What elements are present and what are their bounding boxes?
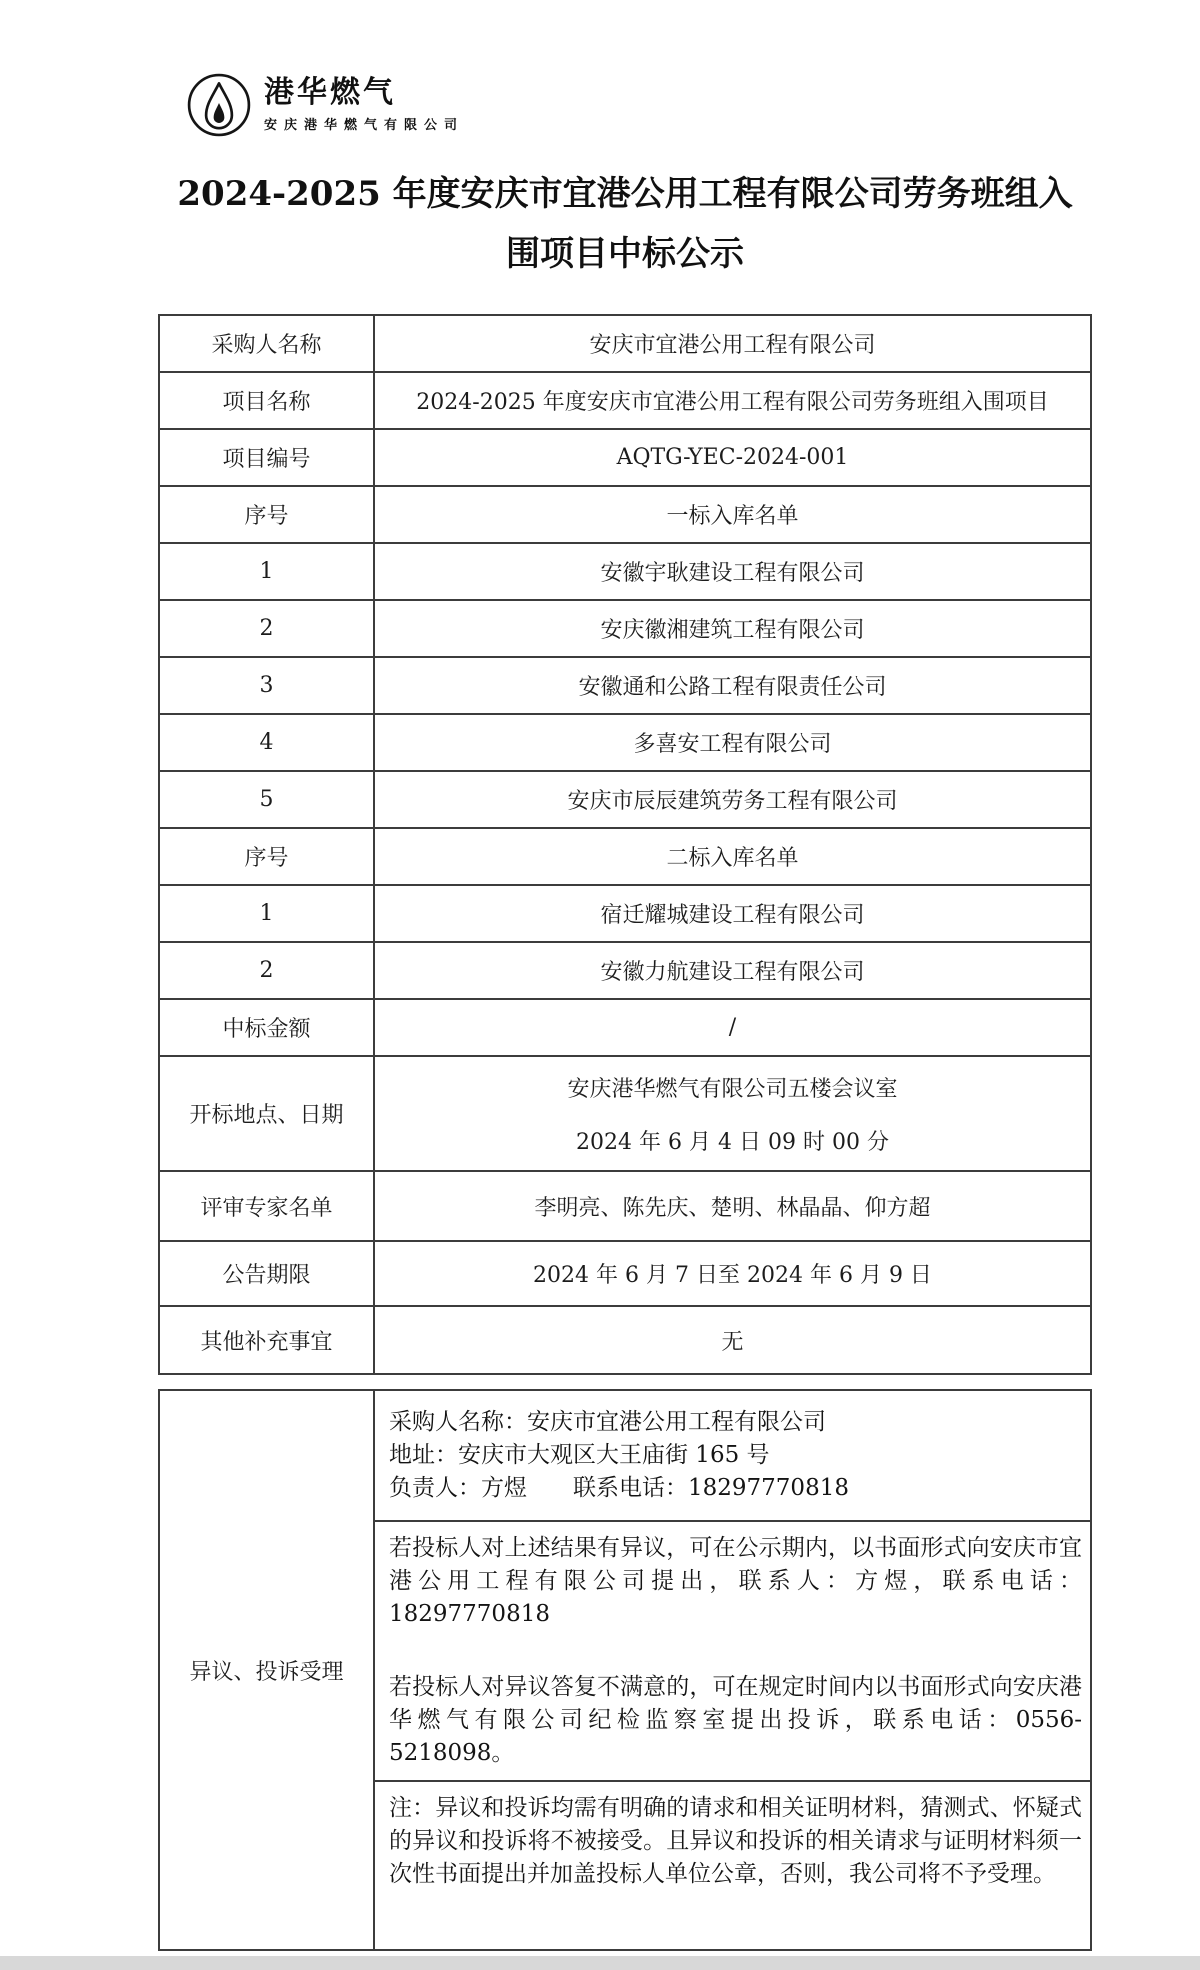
- open-bid-place: 安庆港华燃气有限公司五楼会议室: [567, 1076, 898, 1102]
- row-label: 序号: [159, 828, 374, 885]
- row-value: 安庆市宜港公用工程有限公司: [374, 315, 1091, 372]
- table-row: [159, 657, 1091, 714]
- row-label: 评审专家名单: [159, 1171, 374, 1241]
- row-value: 一标入库名单: [374, 486, 1091, 543]
- row-label: 2: [159, 600, 374, 657]
- row-value: AQTG-YEC-2024-001: [374, 429, 1091, 486]
- row-value: 安徽力航建设工程有限公司: [374, 942, 1091, 999]
- flame-in-circle-icon: [186, 72, 252, 138]
- row-value: [374, 1056, 1091, 1171]
- table-row: [159, 771, 1091, 828]
- row-value: 安徽通和公路工程有限责任公司: [374, 657, 1091, 714]
- document-page: [158, 0, 1092, 1951]
- table-row: [159, 486, 1091, 543]
- row-label: 项目名称: [159, 372, 374, 429]
- row-value: 安庆徽湘建筑工程有限公司: [374, 600, 1091, 657]
- row-label: 5: [159, 771, 374, 828]
- brand-subtitle: 安庆港华燃气有限公司: [264, 118, 465, 133]
- row-label: 公告期限: [159, 1241, 374, 1306]
- open-bid-datetime: 2024 年 6 月 4 日 09 时 00 分: [576, 1129, 889, 1155]
- note-paragraph: 注：异议和投诉均需有明确的请求和相关证明材料，猜测式、怀疑式的异议和投诉将不被接受。且异议和投诉的相关请求与证明材料须一次性书面提出并加盖投标人单位公章，否则，我公司将不予受理。: [374, 1781, 1091, 1950]
- page-title-line2: 围项目中标公示: [506, 234, 744, 274]
- row-value: 安庆市辰辰建筑劳务工程有限公司: [374, 771, 1091, 828]
- row-label: 开标地点、日期: [159, 1056, 374, 1171]
- page-title: [158, 164, 1092, 284]
- row-value: 2024-2025 年度安庆市宜港公用工程有限公司劳务班组入围项目: [374, 372, 1091, 429]
- row-label: 其他补充事宜: [159, 1306, 374, 1374]
- row-value: 宿迁耀城建设工程有限公司: [374, 885, 1091, 942]
- row-label: 3: [159, 657, 374, 714]
- row-label: 采购人名称: [159, 315, 374, 372]
- company-logo: [186, 72, 1092, 138]
- objection-section: [158, 1389, 1092, 1951]
- contact-purchaser-line: 采购人名称：安庆市宜港公用工程有限公司: [389, 1409, 826, 1435]
- page-bottom-strip: [0, 1956, 1200, 1970]
- table-row: [159, 1171, 1091, 1241]
- table-row: [159, 885, 1091, 942]
- row-label: 项目编号: [159, 429, 374, 486]
- table-row: [159, 942, 1091, 999]
- table-row: [159, 600, 1091, 657]
- row-label: 1: [159, 885, 374, 942]
- table-row: [159, 1241, 1091, 1306]
- row-value: 二标入库名单: [374, 828, 1091, 885]
- bid-result-table: [158, 314, 1092, 1375]
- table-row: [159, 714, 1091, 771]
- row-value: 李明亮、陈先庆、楚明、林晶晶、仰方超: [374, 1171, 1091, 1241]
- table-row: [159, 828, 1091, 885]
- row-label: 2: [159, 942, 374, 999]
- table-row: [159, 315, 1091, 372]
- table-row: [159, 429, 1091, 486]
- contact-address-line: 地址：安庆市大观区大王庙街 165 号: [389, 1442, 770, 1468]
- row-value: /: [374, 999, 1091, 1056]
- objection-label: 异议、投诉受理: [159, 1390, 374, 1950]
- objection-paragraph: 若投标人对上述结果有异议，可在公示期内，以书面形式向安庆市宜港公用工程有限公司提出，联系人：方煜，联系电话：18297770818: [389, 1535, 1082, 1627]
- table-row: [159, 372, 1091, 429]
- table-row: [159, 543, 1091, 600]
- table-row: [159, 1306, 1091, 1374]
- purchaser-contact-cell: [374, 1390, 1091, 1521]
- table-row: [159, 1056, 1091, 1171]
- page-title-line1: 2024-2025 年度安庆市宜港公用工程有限公司劳务班组入: [177, 174, 1073, 214]
- brand-name: 港华燃气: [264, 75, 396, 110]
- row-value: 2024 年 6 月 7 日至 2024 年 6 月 9 日: [374, 1241, 1091, 1306]
- row-value: 多喜安工程有限公司: [374, 714, 1091, 771]
- row-value: 无: [374, 1306, 1091, 1374]
- objection-procedure-cell: [374, 1521, 1091, 1781]
- table-row: [159, 999, 1091, 1056]
- contact-person-line: 负责人：方煜 联系电话：18297770818: [389, 1475, 849, 1501]
- row-label: 4: [159, 714, 374, 771]
- row-label: 1: [159, 543, 374, 600]
- complaint-paragraph: 若投标人对异议答复不满意的，可在规定时间内以书面形式向安庆港华燃气有限公司纪检监察室提出投诉，联系电话：0556-5218098。: [389, 1674, 1082, 1766]
- row-value: 安徽宇耿建设工程有限公司: [374, 543, 1091, 600]
- row-label: 序号: [159, 486, 374, 543]
- row-label: 中标金额: [159, 999, 374, 1056]
